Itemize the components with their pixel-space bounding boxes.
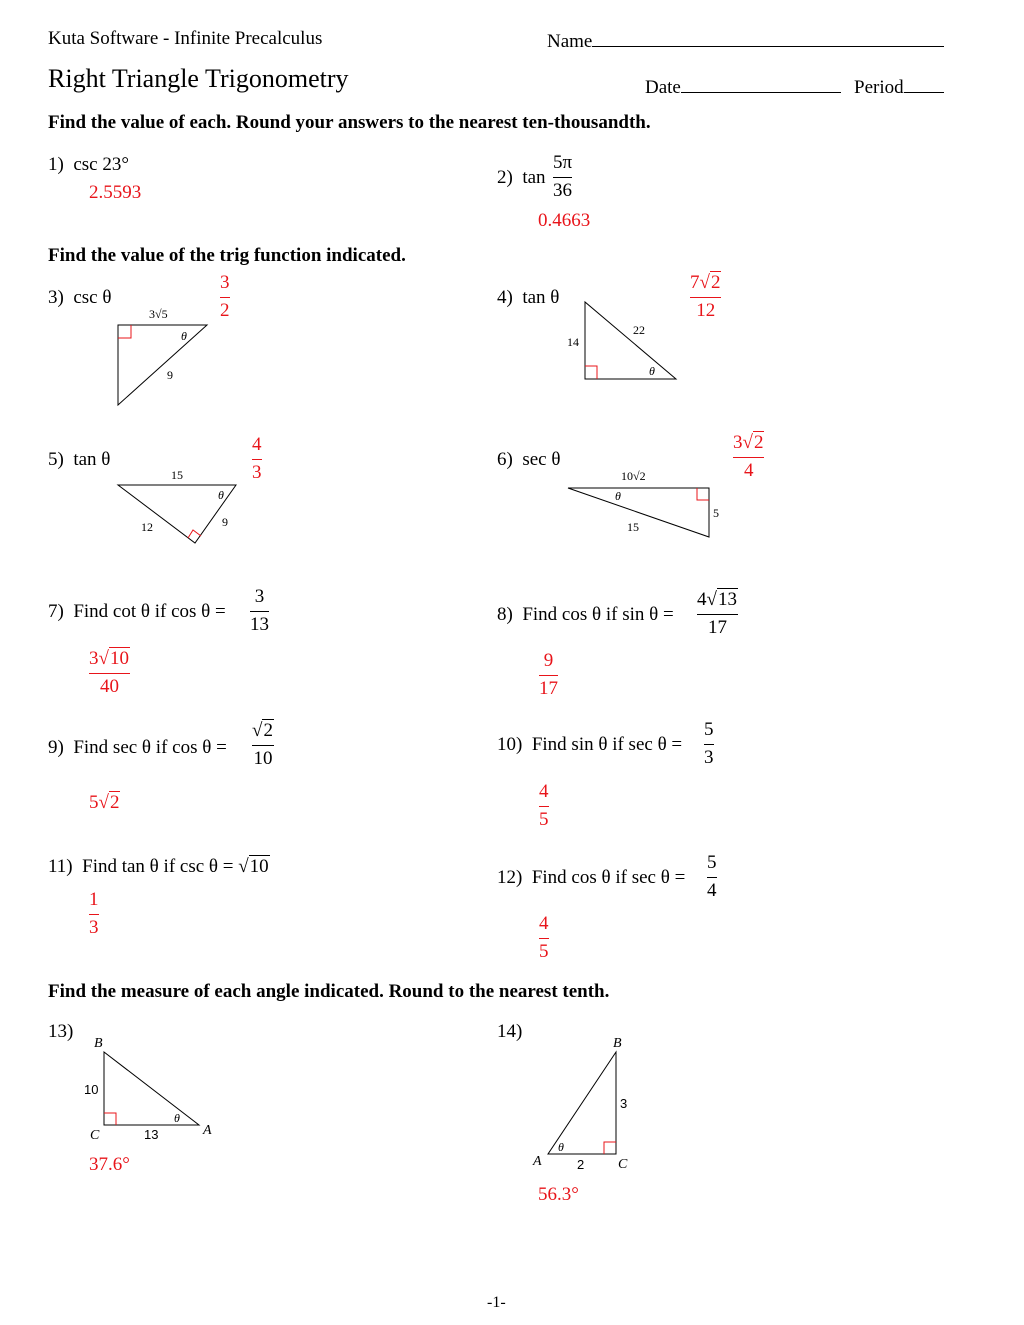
fraction-denominator: 4 [707, 880, 717, 901]
answer-numerator: 4 [539, 781, 549, 802]
answer-numerator: 1 [89, 889, 99, 910]
radicand: 13 [717, 589, 737, 610]
fraction-numerator: 5 [704, 719, 714, 740]
radicand: 10 [249, 856, 269, 877]
problem-11-number: 11) [48, 856, 73, 877]
problem-2-func: tan [522, 167, 546, 188]
problem-14-answer: 56.3° [538, 1184, 579, 1205]
angle-label: θ [181, 329, 187, 343]
answer-coefficient: 3 [733, 432, 743, 453]
fraction-coefficient: 4 [697, 589, 707, 610]
side-label: 10 [84, 1082, 99, 1097]
answer-denominator: 5 [539, 941, 549, 962]
vertex-label: A [533, 1154, 542, 1169]
vertex-label: A [203, 1123, 212, 1138]
radicand: 10 [109, 648, 129, 669]
answer-coefficient: 7 [690, 272, 700, 293]
answer-denominator: 2 [220, 300, 230, 321]
fraction-denominator: 3 [704, 747, 714, 768]
problem-2-number: 2) [497, 167, 513, 188]
fraction-denominator: 13 [250, 614, 269, 635]
problem-2-answer: 0.4663 [538, 210, 591, 231]
side-label: 2 [577, 1157, 585, 1172]
side-label: 13 [144, 1127, 159, 1142]
radical-sign: √ [238, 856, 249, 877]
fraction-denominator: 10 [253, 748, 273, 769]
angle-label: θ [218, 488, 224, 502]
problem-10-number: 10) [497, 734, 523, 755]
fraction-denominator: 17 [707, 617, 727, 638]
problem-3-number: 3) [48, 287, 64, 308]
side-label: 15 [171, 468, 183, 482]
vertex-label: C [618, 1157, 628, 1172]
radical-sign: √ [699, 272, 710, 293]
radicand: 2 [263, 720, 273, 741]
answer-coefficient: 5 [89, 792, 99, 813]
period-label: Period [854, 77, 904, 98]
answer-numerator: 3 [220, 272, 230, 293]
side-label: 3√5 [149, 307, 168, 321]
problem-1-text: csc 23° [73, 154, 129, 175]
problem-9-number: 9) [48, 737, 64, 758]
answer-denominator: 3 [252, 462, 262, 483]
vertex-label: B [94, 1036, 103, 1051]
fraction-denominator: 36 [553, 180, 573, 201]
angle-label: θ [174, 1111, 180, 1125]
problem-13-number: 13) [48, 1021, 74, 1042]
problem-3-func: csc θ [73, 287, 112, 308]
software-label: Kuta Software - Infinite Precalculus [48, 28, 323, 49]
problem-8-number: 8) [497, 604, 513, 625]
answer-denominator: 12 [696, 300, 716, 321]
problem-7-number: 7) [48, 601, 64, 622]
answer-denominator: 3 [89, 917, 99, 938]
problem-14-number: 14) [497, 1021, 523, 1042]
fraction-numerator: 3 [254, 586, 265, 607]
answer-denominator: 17 [539, 678, 558, 699]
radical-sign: √ [706, 589, 717, 610]
section-3-instructions: Find the measure of each angle indicated. Round to the nearest tenth. [48, 981, 610, 1002]
problem-10-text: Find sin θ if sec θ = [531, 734, 683, 755]
problem-12-text: Find cos θ if sec θ = [531, 867, 686, 888]
date-label: Date [645, 77, 681, 98]
page-number: -1- [487, 1294, 506, 1311]
angle-label: θ [649, 364, 655, 378]
side-label: 3 [620, 1096, 628, 1111]
page-title: Right Triangle Trigonometry [48, 64, 349, 93]
problem-6-func: sec θ [522, 449, 561, 470]
problem-1-answer: 2.5593 [89, 182, 142, 203]
vertex-label: C [90, 1128, 100, 1143]
radicand: 2 [753, 432, 764, 453]
side-label: 9 [167, 368, 173, 382]
problem-1-number: 1) [48, 154, 64, 175]
problem-4-number: 4) [497, 287, 513, 308]
problem-6-number: 6) [497, 449, 513, 470]
problem-13-answer: 37.6° [89, 1154, 130, 1175]
name-label: Name [547, 31, 593, 52]
problem-4-func: tan θ [522, 287, 560, 308]
angle-label: θ [615, 489, 621, 503]
side-label: 15 [627, 520, 639, 534]
problem-11-text: Find tan θ if csc θ = [82, 856, 234, 877]
problem-12-number: 12) [497, 867, 523, 888]
answer-numerator: 4 [539, 913, 549, 934]
problem-7-text: Find cot θ if cos θ = [73, 601, 226, 622]
fraction-numerator: 5 [707, 852, 717, 873]
side-label: 5 [713, 506, 719, 520]
angle-label: θ [558, 1140, 564, 1154]
answer-numerator: 9 [543, 650, 554, 671]
answer-denominator: 5 [539, 809, 549, 830]
side-label: 10√2 [621, 469, 646, 483]
radical-sign: √ [742, 432, 753, 453]
section-1-instructions: Find the value of each. Round your answers to the nearest ten-thousandth. [48, 112, 651, 133]
problem-5-number: 5) [48, 449, 64, 470]
radical-sign: √ [98, 792, 109, 813]
side-label: 12 [141, 520, 153, 534]
problem-8-text: Find cos θ if sin θ = [522, 604, 674, 625]
section-2-instructions: Find the value of the trig function indicated. [48, 245, 406, 266]
radical-sign: √ [98, 648, 109, 669]
vertex-label: B [613, 1036, 622, 1051]
radicand: 2 [710, 272, 721, 293]
radicand: 2 [109, 792, 120, 813]
answer-numerator: 4 [252, 434, 262, 455]
side-label: 9 [222, 515, 228, 529]
answer-denominator: 4 [743, 460, 754, 481]
answer-coefficient: 3 [89, 648, 99, 669]
problem-5-func: tan θ [73, 449, 111, 470]
side-label: 22 [633, 323, 645, 337]
answer-denominator: 40 [99, 676, 119, 697]
side-label: 14 [567, 335, 579, 349]
radical-sign: √ [252, 720, 263, 741]
problem-9-text: Find sec θ if cos θ = [73, 737, 227, 758]
fraction-numerator: 5π [553, 152, 573, 173]
